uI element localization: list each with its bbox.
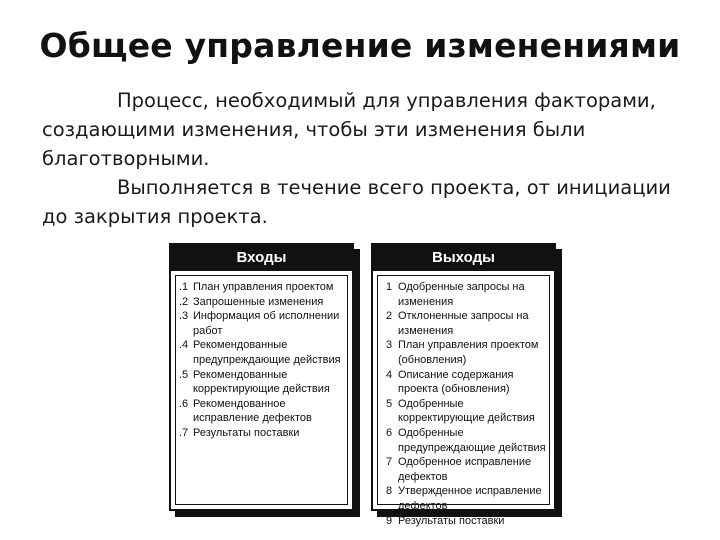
inputs-card-frame: [169, 243, 354, 511]
outputs-item-text: Результаты поставки: [398, 514, 505, 527]
outputs-card-header: Выходы: [373, 245, 554, 271]
outputs-item-number: 5: [386, 397, 393, 410]
outputs-item-number: 4: [386, 368, 393, 381]
outputs-item: [378, 280, 549, 309]
outputs-item-text: Одобренные предупреждающие действия: [398, 426, 546, 454]
outputs-item-text: Описание содержания проекта (обновления): [398, 368, 514, 396]
inputs-item-number: .5: [179, 368, 189, 381]
outputs-item-text: Одобренное исправление дефектов: [398, 456, 532, 483]
outputs-item: [378, 514, 549, 529]
outputs-card-body: [377, 275, 550, 527]
outputs-item-number: 1: [386, 281, 393, 293]
slide-body: [42, 86, 672, 231]
body-paragraph-1: Процесс, необходимый для управления факторами, создающими изменения, чтобы эти изменения были благотворными.: [42, 89, 656, 170]
inputs-card: [169, 243, 354, 511]
outputs-item-text: План управления проектом (обновления): [398, 339, 539, 366]
outputs-item-number: 9: [386, 514, 393, 527]
inputs-item-number: .7: [179, 426, 189, 439]
inputs-item: [176, 280, 347, 295]
outputs-item: [378, 426, 549, 455]
outputs-item: [378, 338, 549, 367]
inputs-item: [176, 295, 347, 310]
outputs-item: [378, 397, 549, 426]
inputs-item-text: План управления проектом: [193, 281, 334, 293]
outputs-item-number: 3: [386, 339, 393, 352]
inputs-item-text: Рекомендованные корректирующие действия: [193, 368, 330, 396]
outputs-item-number: 6: [386, 426, 393, 439]
outputs-card-frame: [371, 243, 556, 527]
outputs-item-number: 8: [386, 485, 393, 498]
outputs-item-text: Отклоненные запросы на изменения: [398, 310, 529, 337]
inputs-item-number: .3: [179, 310, 189, 323]
outputs-list: [378, 280, 549, 528]
inputs-list: [176, 280, 347, 441]
outputs-item-number: 2: [386, 310, 393, 323]
inputs-item-text: Рекомендованные предупреждающие действия: [193, 339, 341, 366]
inputs-item-text: Информация об исполнении работ: [193, 310, 340, 337]
inputs-item: [176, 368, 347, 397]
inputs-item-number: .1: [179, 281, 189, 293]
inputs-card-header: Входы: [171, 245, 352, 271]
inputs-card-body: [175, 275, 348, 505]
outputs-item-text: Одобренные запросы на изменения: [398, 281, 525, 308]
outputs-item-text: Утвержденное исправление дефектов: [398, 485, 542, 512]
outputs-item: [378, 368, 549, 397]
outputs-item-number: 7: [386, 456, 393, 469]
inputs-item-number: .2: [179, 295, 189, 308]
outputs-item-text: Одобренные корректирующие действия: [398, 397, 535, 425]
outputs-item: [378, 484, 549, 513]
inputs-item: [176, 426, 347, 441]
outputs-card: [371, 243, 556, 527]
inputs-item-text: Запрошенные изменения: [193, 295, 324, 308]
inputs-item-text: Рекомендованное исправление дефектов: [193, 397, 312, 425]
inputs-item-text: Результаты поставки: [193, 426, 300, 439]
inputs-item: [176, 338, 347, 367]
inputs-item-number: .6: [179, 397, 189, 410]
outputs-item: [378, 309, 549, 338]
inputs-item-number: .4: [179, 339, 189, 352]
outputs-item: [378, 455, 549, 484]
body-paragraph-2: Выполняется в течение всего проекта, от инициации до закрытия проекта.: [42, 176, 671, 228]
inputs-item: [176, 309, 347, 338]
inputs-item: [176, 397, 347, 426]
slide-title: Общее управление изменениями: [39, 26, 681, 65]
